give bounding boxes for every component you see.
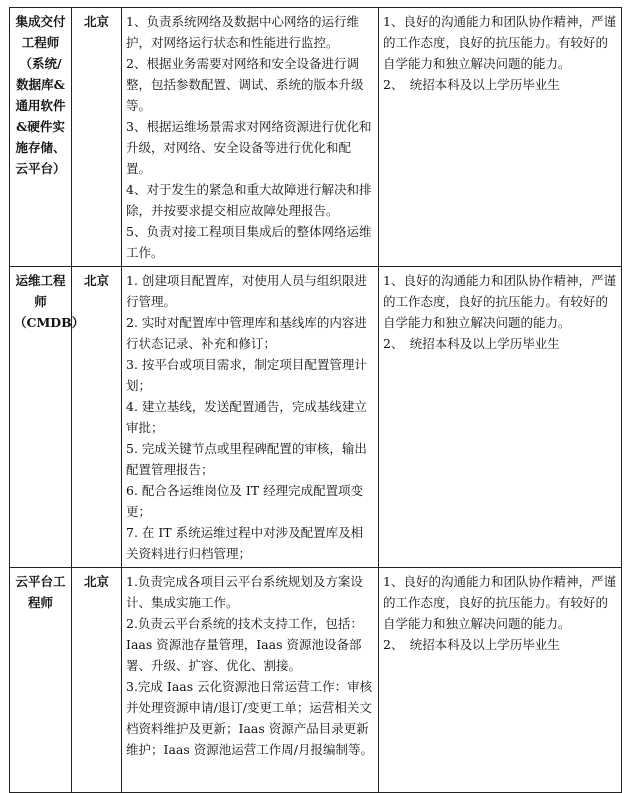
job-table <box>9 7 622 793</box>
requirement-item: 2、 统招本科及以上学历毕业生 <box>383 637 560 652</box>
duty-item: 4、对于发生的紧急和重大故障进行解决和排除，并按要求提交相应故障处理报告。 <box>126 182 372 218</box>
job-duties <box>122 267 379 568</box>
duty-item: 2. 实时对配置库中管理库和基线库的内容进行状态记录、补充和修订； <box>126 315 367 351</box>
duty-item: 1、负责系统网络及数据中心网络的运行维护，对网络运行状态和性能进行监控。 <box>126 14 359 50</box>
duty-item: 7. 在 IT 系统运维过程中对涉及配置库及相关资料进行归档管理； <box>126 525 364 561</box>
table-row <box>10 267 622 568</box>
duty-item: 2、根据业务需要对网络和安全设备进行调整，包括参数配置、调试、系统的版本升级等。 <box>126 56 364 113</box>
job-requirements <box>379 8 622 267</box>
table-row <box>10 568 622 793</box>
duty-item: 1.负责完成各项目云平台系统规划及方案设计、集成实施工作。 <box>126 574 363 610</box>
job-location: 北京 <box>72 267 122 568</box>
duty-item: 5. 完成关键节点或里程碑配置的审核，输出配置管理报告； <box>126 441 367 477</box>
job-duties <box>122 568 379 793</box>
job-duties <box>122 8 379 267</box>
job-title: 集成交付工程师（系统/数据库&通用软件&硬件实施存储、云平台） <box>10 8 72 267</box>
requirement-item: 1、良好的沟通能力和团队协作精神，严谨的工作态度，良好的抗压能力。有较好的自学能力和独立解决问题的能力。 <box>383 14 616 71</box>
table-row <box>10 8 622 267</box>
job-location: 北京 <box>72 8 122 267</box>
requirement-item: 1、良好的沟通能力和团队协作精神，严谨的工作态度，良好的抗压能力。有较好的自学能力和独立解决问题的能力。 <box>383 273 616 330</box>
job-requirements <box>379 568 622 793</box>
duty-item: 1. 创建项目配置库，对使用人员与组织限进行管理。 <box>126 273 367 309</box>
duty-item: 3、根据运维场景需求对网络资源进行优化和升级，对网络、安全设备等进行优化和配置。 <box>126 119 372 176</box>
duty-item: 3. 按平台或项目需求，制定项目配置管理计划； <box>126 357 367 393</box>
duty-item: 3.完成 Iaas 云化资源池日常运营工作：审核并处理资源申请/退订/变更工单；运营相关文档资料维护及更新；Iaas 资源产品目录更新维护；Iaas 资源池运营工作周/月报编制等。 <box>126 679 373 757</box>
duty-item: 5、负责对接工程项目集成后的整体网络运维工作。 <box>126 224 372 260</box>
job-table-body <box>10 8 622 793</box>
duty-item: 4. 建立基线，发送配置通告，完成基线建立审批； <box>126 399 367 435</box>
requirement-item: 2、 统招本科及以上学历毕业生 <box>383 77 560 92</box>
duty-item: 2.负责云平台系统的技术支持工作，包括：Iaas 资源池存量管理，Iaas 资源池设备部署、升级、扩容、优化、割接。 <box>126 616 363 673</box>
job-location: 北京 <box>72 568 122 793</box>
duty-item: 6. 配合各运维岗位及 IT 经理完成配置项变更； <box>126 483 364 519</box>
job-title: 云平台工程师 <box>10 568 72 793</box>
job-title: 运维工程师（CMDB） <box>10 267 72 568</box>
requirement-item: 1、良好的沟通能力和团队协作精神，严谨的工作态度，良好的抗压能力。有较好的自学能力和独立解决问题的能力。 <box>383 574 616 631</box>
job-requirements <box>379 267 622 568</box>
requirement-item: 2、 统招本科及以上学历毕业生 <box>383 336 560 351</box>
